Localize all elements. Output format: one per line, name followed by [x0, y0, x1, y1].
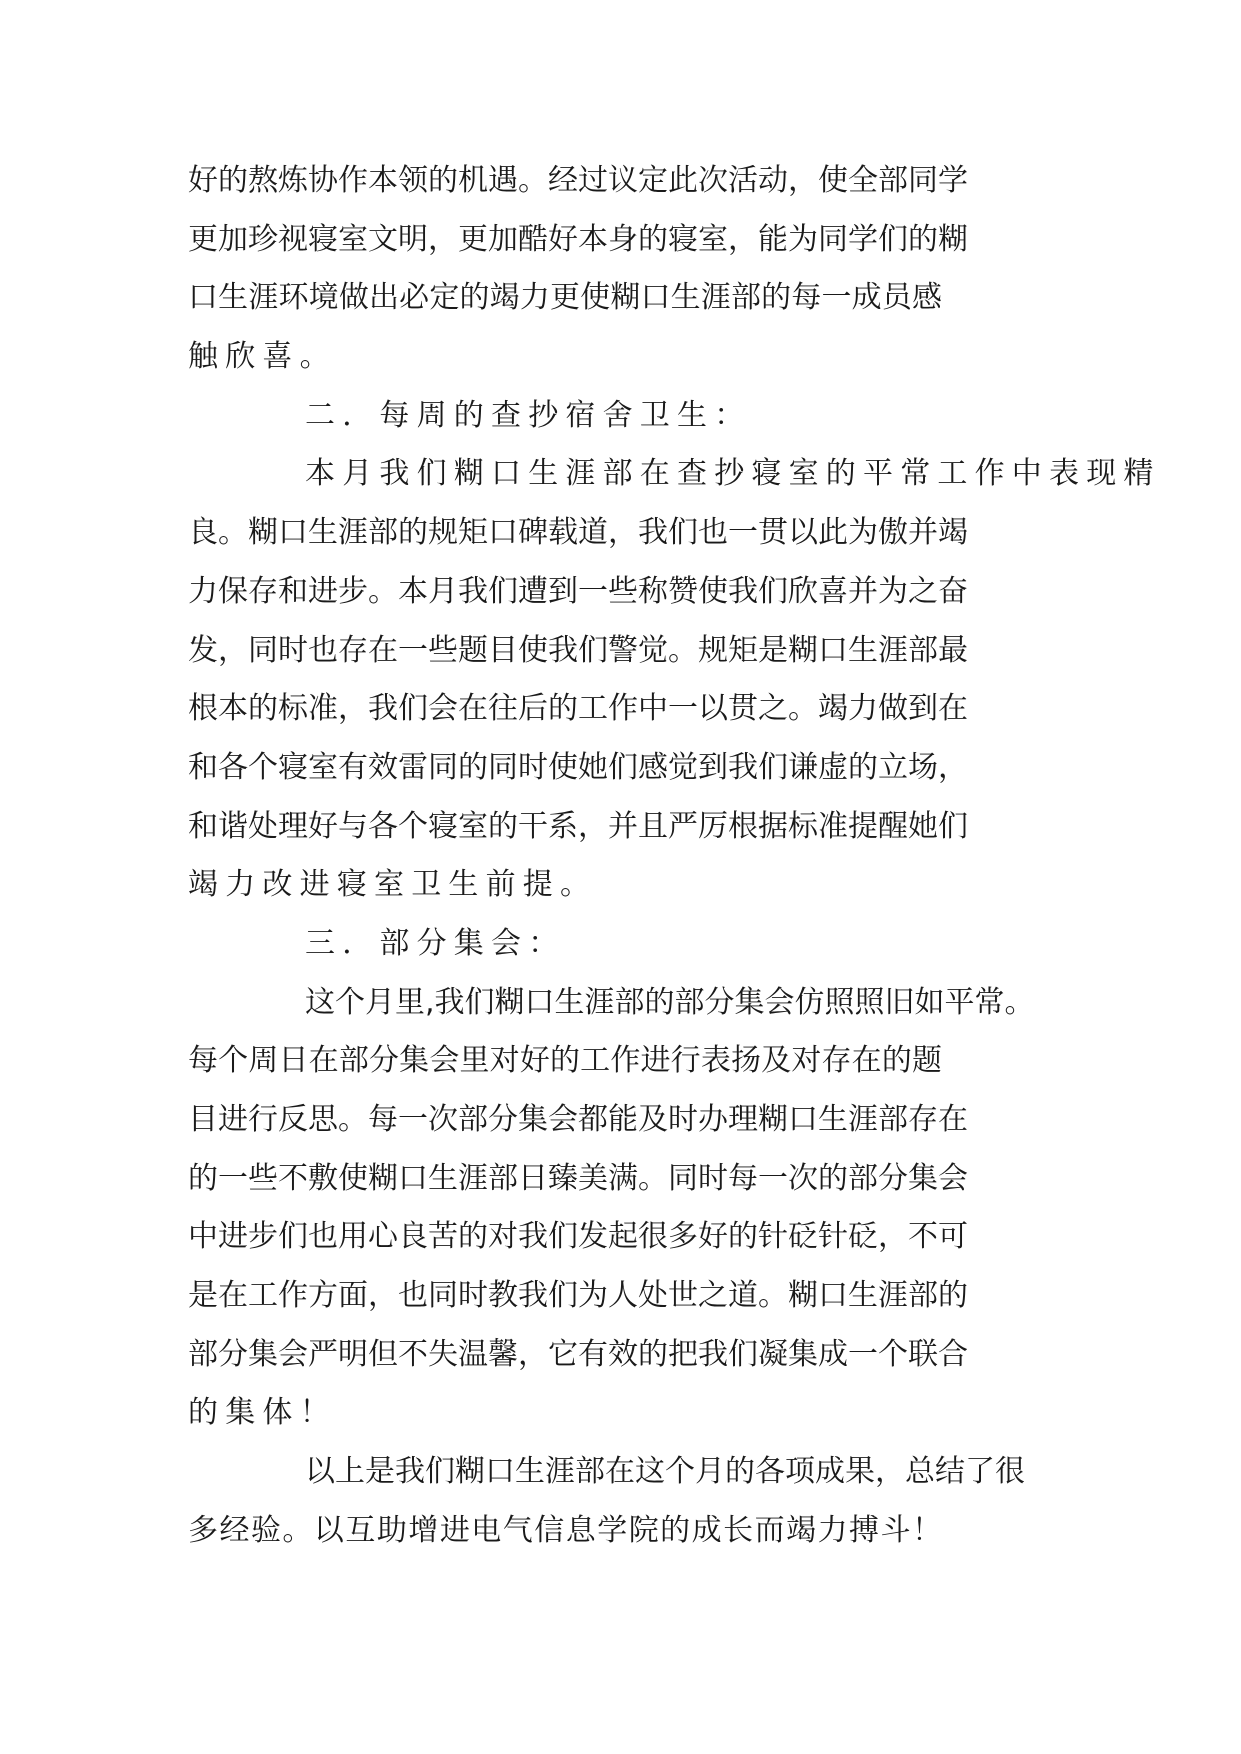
paragraph-line: 是在工作方面，也同时教我们为人处世之道。糊口生涯部的 [188, 1278, 968, 1314]
paragraph-line: 这个月里,我们糊口生涯部的部分集会仿照照旧如平常。 [305, 984, 1035, 1020]
paragraph-line: 口生涯环境做出必定的竭力更使糊口生涯部的每一成员感 [188, 280, 943, 316]
paragraph-line: 以上是我们糊口生涯部在这个月的各项成果，总结了很 [305, 1454, 1025, 1490]
paragraph-line: 多经验。以互助增进电气信息学院的成长而竭力搏斗！ [188, 1512, 944, 1548]
paragraph-line: 竭力改进寝室卫生前提。 [188, 867, 598, 903]
paragraph-line: 和各个寝室有效雷同的同时使她们感觉到我们谦虚的立场， [188, 749, 968, 785]
paragraph-line: 的集体！ [188, 1395, 337, 1431]
paragraph-line: 目进行反思。每一次部分集会都能及时办理糊口生涯部存在 [188, 1102, 968, 1137]
paragraph-line: 中进步们也用心良苦的对我们发起很多好的针砭针砭，不可 [188, 1219, 968, 1255]
paragraph-line: 更加珍视寝室文明，更加酷好本身的寝室，能为同学们的糊 [188, 221, 968, 257]
paragraph-line: 发，同时也存在一些题目使我们警觉。规矩是糊口生涯部最 [188, 632, 968, 668]
paragraph-line: 每个周日在部分集会里对好的工作进行表扬及对存在的题 [188, 1043, 943, 1079]
section-heading: 三．部分集会： [305, 925, 566, 961]
paragraph-line: 部分集会严明但不失温馨，它有效的把我们凝集成一个联合 [188, 1336, 968, 1372]
paragraph-line: 根本的标准，我们会在往后的工作中一以贯之。竭力做到在 [188, 691, 968, 727]
section-heading: 二．每周的查抄宿舍卫生： [305, 397, 752, 433]
paragraph-line: 良。糊口生涯部的规矩口碑载道，我们也一贯以此为傲并竭 [188, 515, 968, 551]
paragraph-line: 好的熬炼协作本领的机遇。经过议定此次活动，使全部同学 [188, 163, 968, 198]
paragraph-line: 的一些不敷使糊口生涯部日臻美满。同时每一次的部分集会 [188, 1160, 968, 1196]
paragraph-line: 力保存和进步。本月我们遭到一些称赞使我们欣喜并为之奋 [188, 573, 968, 609]
paragraph-line: 触欣喜。 [188, 339, 337, 375]
document-body [188, 152, 1161, 1561]
paragraph-line: 和谐处理好与各个寝室的干系，并且严厉根据标准提醒她们 [188, 808, 968, 844]
paragraph-line: 本月我们糊口生涯部在查抄寝室的平常工作中表现精 [305, 456, 1161, 492]
